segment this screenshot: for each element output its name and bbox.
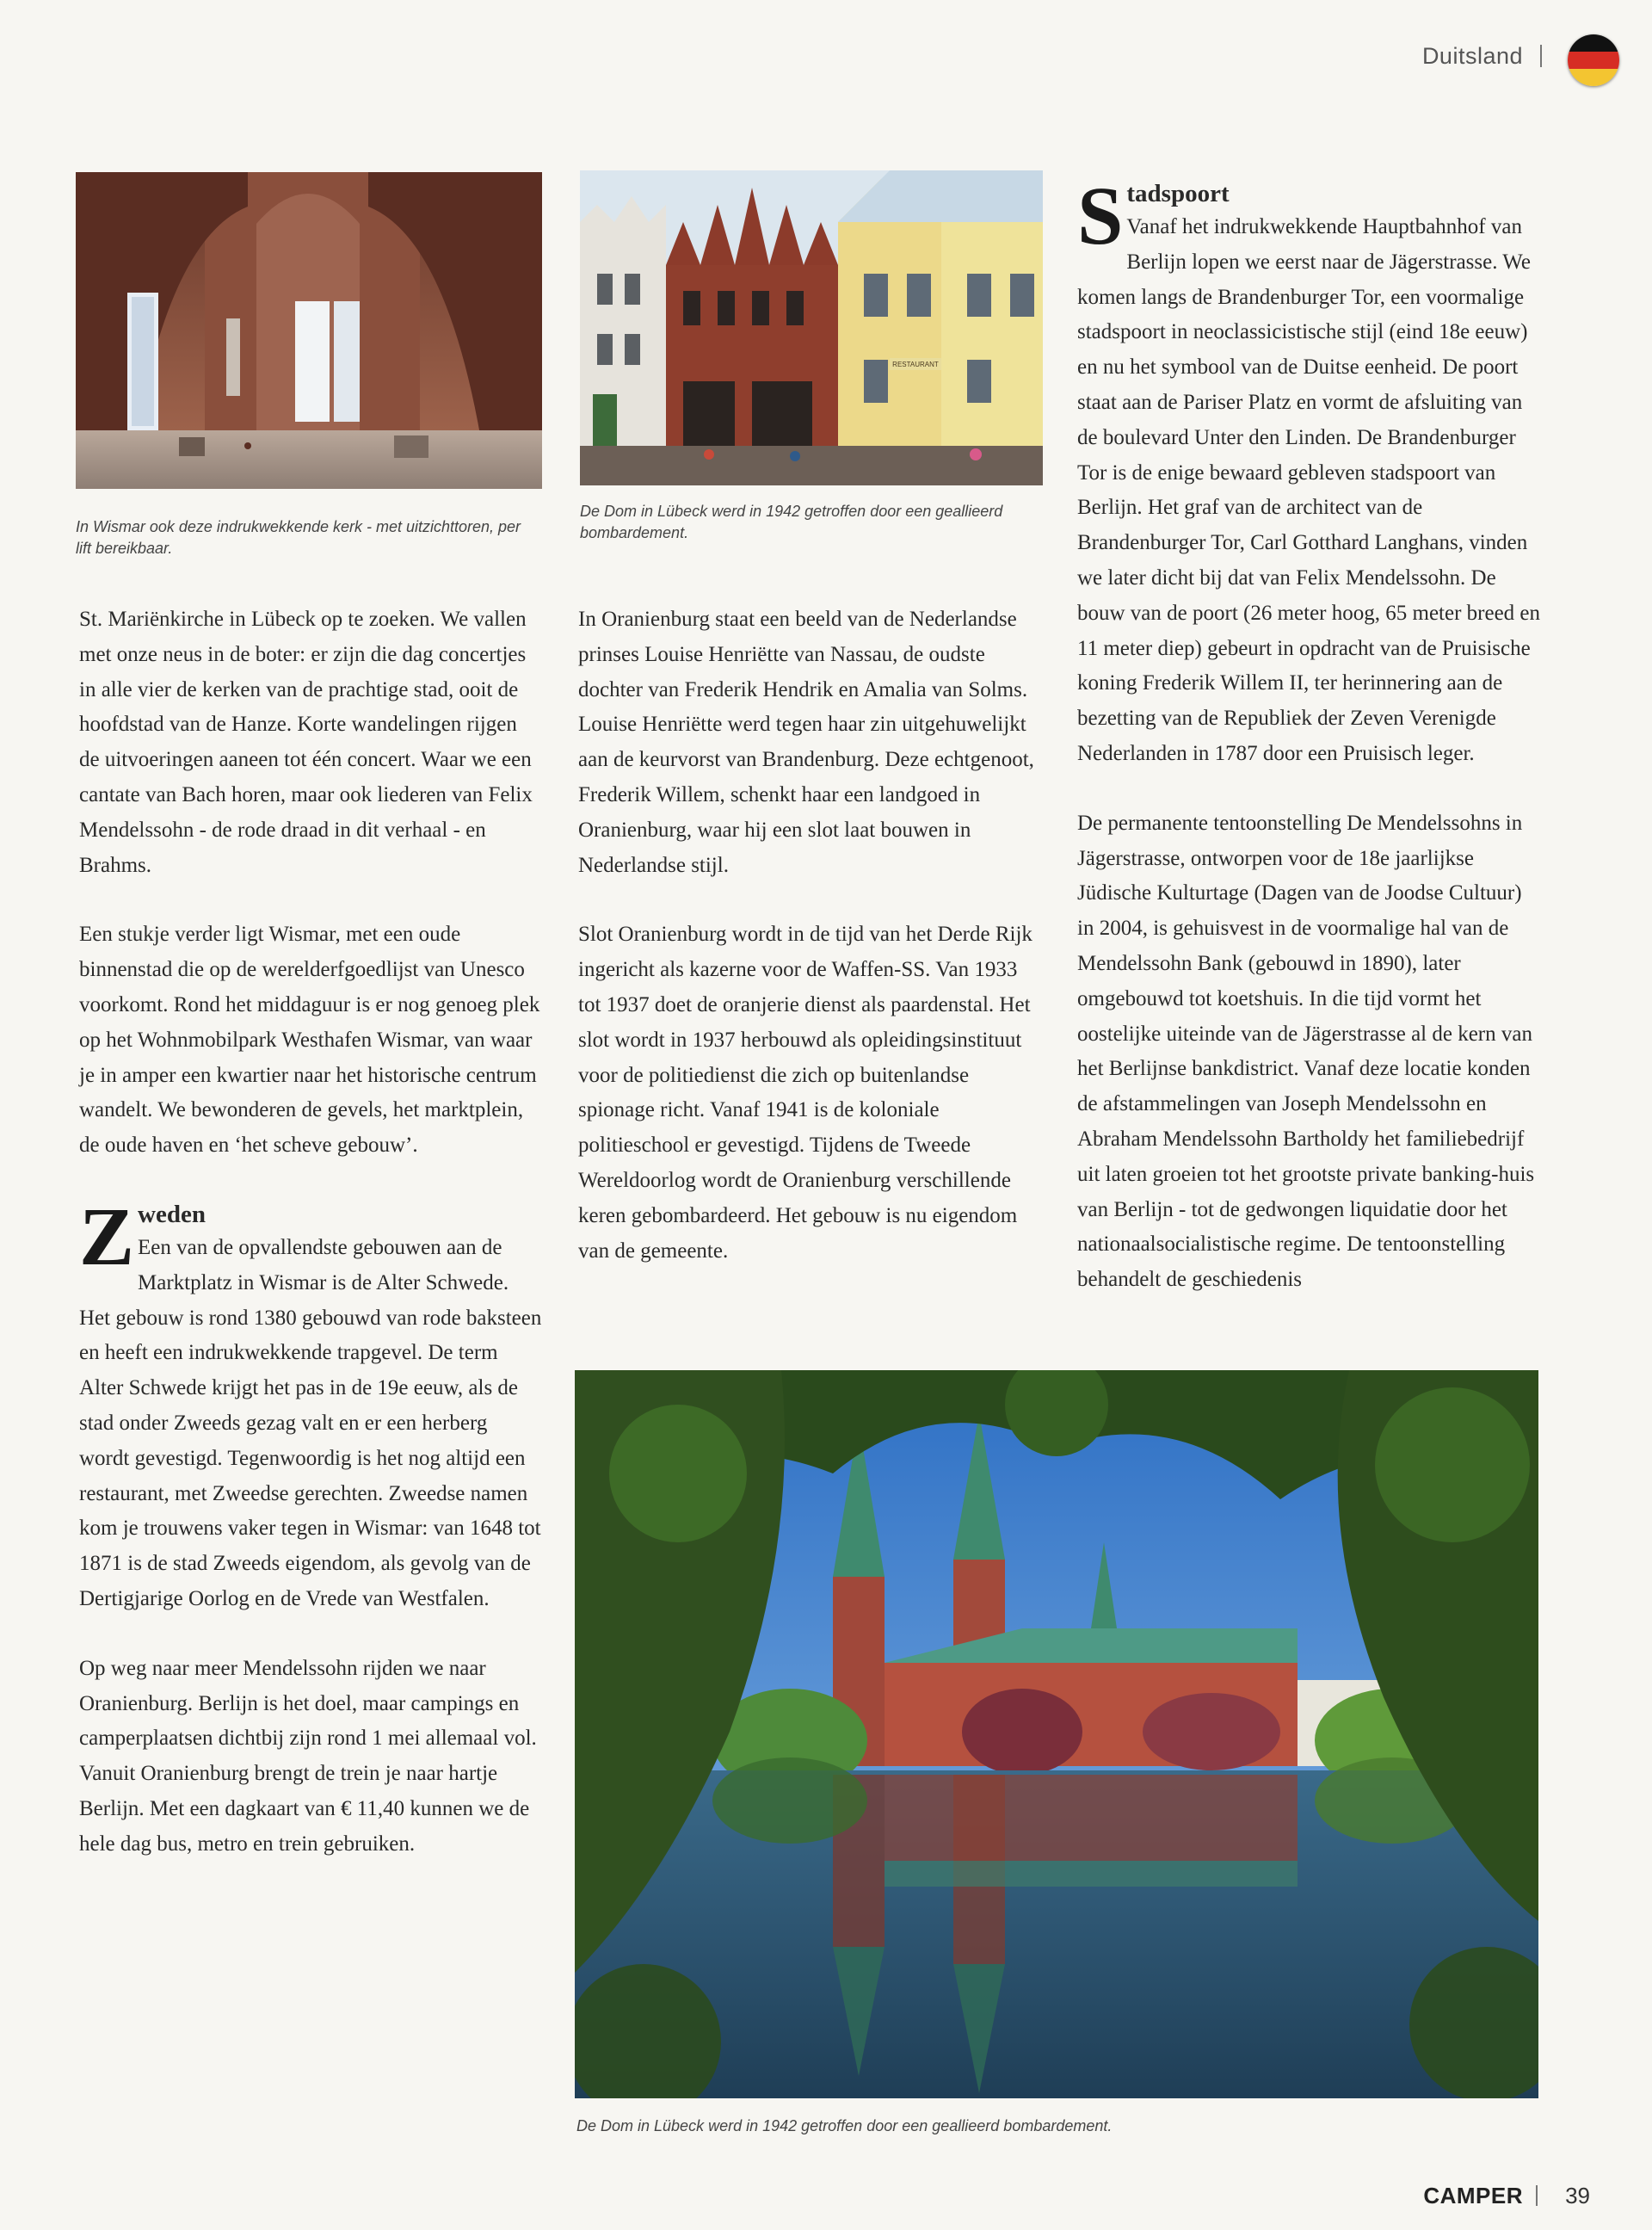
section-stadspoort [1077, 170, 1544, 772]
header-divider [1540, 45, 1542, 67]
dom-photo-caption-large: De Dom in Lübeck werd in 1942 getroffen door een geallieerd bombardement. [576, 2117, 1113, 2134]
article-column-1 [79, 602, 542, 1897]
col1-paragraph-4: Op weg naar meer Mendelssohn rijden we naar Oranienburg. Berlijn is het doel, maar campings en camperplaatsen dichtbij zijn rond 1 mei allemaal vol. Vanuit Oranienburg brengt de trein je naar hartje Berlijn. Met een dagkaart van € 11,40 kunnen we de hele dag bus, metro en trein gebruiken. [79, 1656, 537, 1856]
col1-paragraph-2: Een stukje verder ligt Wismar, met een oude binnenstad die op de werelderfgoedlijst van Unesco voorkomt. Rond het middaguur is er nog genoeg plek op het Wohnmobilpark Westhafen Wismar, van waar je in amper een kwartier naar het historische centrum wandelt. We bewonderen de gevels, het marktplein, de oude haven en ‘het scheve gebouw’. [79, 923, 540, 1158]
section-dropcap: Z [79, 1189, 135, 1282]
article-column-2 [578, 602, 1041, 1303]
col1-paragraph-1: St. Mariënkirche in Lübeck op te zoeken. We vallen met onze neus in de boter: er zijn die dag concertjes in alle vier de kerken van de prachtige stad, ooit de hoofdstad van de Hanze. Korte wandelingen rijgen de uitvoeringen aaneen tot één concert. Waar we een cantate van Bach horen, maar ook liederen van Felix Mendelssohn - de rode draad in dit verhaal - en Brahms. [79, 608, 533, 877]
col2-paragraph-2: Slot Oranienburg wordt in de tijd van het Derde Rijk ingericht als kazerne voor de Waffen-SS. Van 1933 tot 1937 doet de oranjerie dienst als paardenstal. Het slot wordt in 1937 herbouwd als opleidingsinstituut voor de politiedienst die zich op buitenlandse spionage richt. Vanaf 1941 is de koloniale politieschool er gevestigd. Tijdens de Tweede Wereldoorlog wordt de Oranienburg verschillende keren gebombardeerd. Het gebouw is nu eigendom van de gemeente. [578, 923, 1032, 1263]
col3-paragraph-1: Vanaf het indrukwekkende Hauptbahnhof van Berlijn lopen we eerst naar de Jägerstrasse. We komen langs de Brandenburger Tor, een voormalige stadspoort in neoclassicistische stijl (eind 18e eeuw) en nu het symbool van de Duitse eenheid. De poort staat aan de Pariser Platz en vormt de afsluiting van de boulevard Unter den Linden. De Brandenburger Tor is de enige bewaard gebleven stadspoort van Berlijn. Het graf van de architect van de Brandenburger Tor, Carl Gotthard Langhans, vinden we later dicht bij dat van Felix Mendelssohn. De bouw van de poort (26 meter hoog, 65 meter breed en 11 meter diep) gebeurt in opdracht van de Pruisische koning Frederik Willem II, ter herinnering aan de bezetting van de Republiek der Zeven Verenigde Nederlanden in 1787 door een Pruisisch leger. [1077, 215, 1541, 765]
section-zweden [79, 1189, 542, 1617]
footer-divider [1536, 2185, 1538, 2206]
restaurant-sign: RESTAURANT [892, 361, 939, 368]
page-number: 39 [1565, 2183, 1590, 2208]
col1-paragraph-3: Een van de opvallendste gebouwen aan de Marktplatz in Wismar is de Alter Schwede. Het gebouw is rond 1380 gebouwd van rode baksteen en heeft een indrukwekkende trapgevel. De term Alter Schwede krijgt het pas in de 19e eeuw, als de stad onder Zweeds gezag valt en er een herberg wordt gevestigd. Tegenwoordig is het nog altijd een restaurant, met Zweedse gerechten. Zweedse namen kom je trouwens vaker tegen in Wismar: van 1648 tot 1871 is de stad Zweeds eigendom, als gevolg van de Dertigjarige Oorlog en de Vrede van Westfalen. [79, 1235, 542, 1610]
church-photo-caption: In Wismar ook deze indrukwekkende kerk - met uitzichttoren, per lift bereikbaar. [76, 518, 521, 557]
flag-stripe-gold [1568, 69, 1619, 86]
gabled-facades-photo [580, 170, 1043, 485]
german-flag-icon [1568, 34, 1619, 86]
flag-stripe-red [1568, 52, 1619, 69]
section-title-zweden: weden [138, 1200, 206, 1228]
col2-paragraph-1: In Oranienburg staat een beeld van de Nederlandse prinses Louise Henriëtte van Nassau, de oudste dochter van Frederik Hendrik en Amalia van Solms. Louise Henriëtte werd tegen haar zin uitgehuwelijkt aan de keurvorst van Brandenburg. Deze echtgenoot, Frederik Willem, schenkt haar een landgoed in Oranienburg, waar hij een slot laat bouwen in Nederlandse stijl. [578, 608, 1034, 877]
magazine-brand-logo: CAMPER [1423, 2183, 1523, 2208]
section-dropcap: S [1077, 170, 1124, 262]
col3-paragraph-2: De permanente tentoonstelling De Mendelssohns in Jägerstrasse, ontworpen voor de 18e jaarlijkse Jüdische Kulturtage (Dagen van de Joodse Cultuur) in 2004, is gehuisvest in de voormalige hal van de Mendelssohn Bank (gebouwd in 1890), later omgebouwd tot koetshuis. In die tijd vormt het oostelijke uiteinde van de Jägerstrasse al de kern van het Berlijnse bankdistrict. Vanaf deze locatie konden de afstammelingen van Joseph Mendelssohn en Abraham Mendelssohn Bartholdy het familiebedrijf uit laten groeien tot het grootste private banking-huis van Berlijn - tot de gedwongen liquidatie door het nationaalsocialistische regime. De tentoonstelling behandelt de geschiedenis [1077, 811, 1535, 1292]
church-interior-photo [76, 172, 542, 489]
dom-lubeck-photo [575, 1370, 1538, 2098]
header-country-label: Duitsland [1421, 43, 1523, 69]
article-column-3 [1077, 170, 1544, 1298]
section-title-stadspoort: tadspoort [1126, 180, 1230, 207]
flag-stripe-black [1568, 34, 1619, 52]
dom-photo-caption-small: De Dom in Lübeck werd in 1942 getroffen door een geallieerd bombardement. [580, 503, 1003, 541]
